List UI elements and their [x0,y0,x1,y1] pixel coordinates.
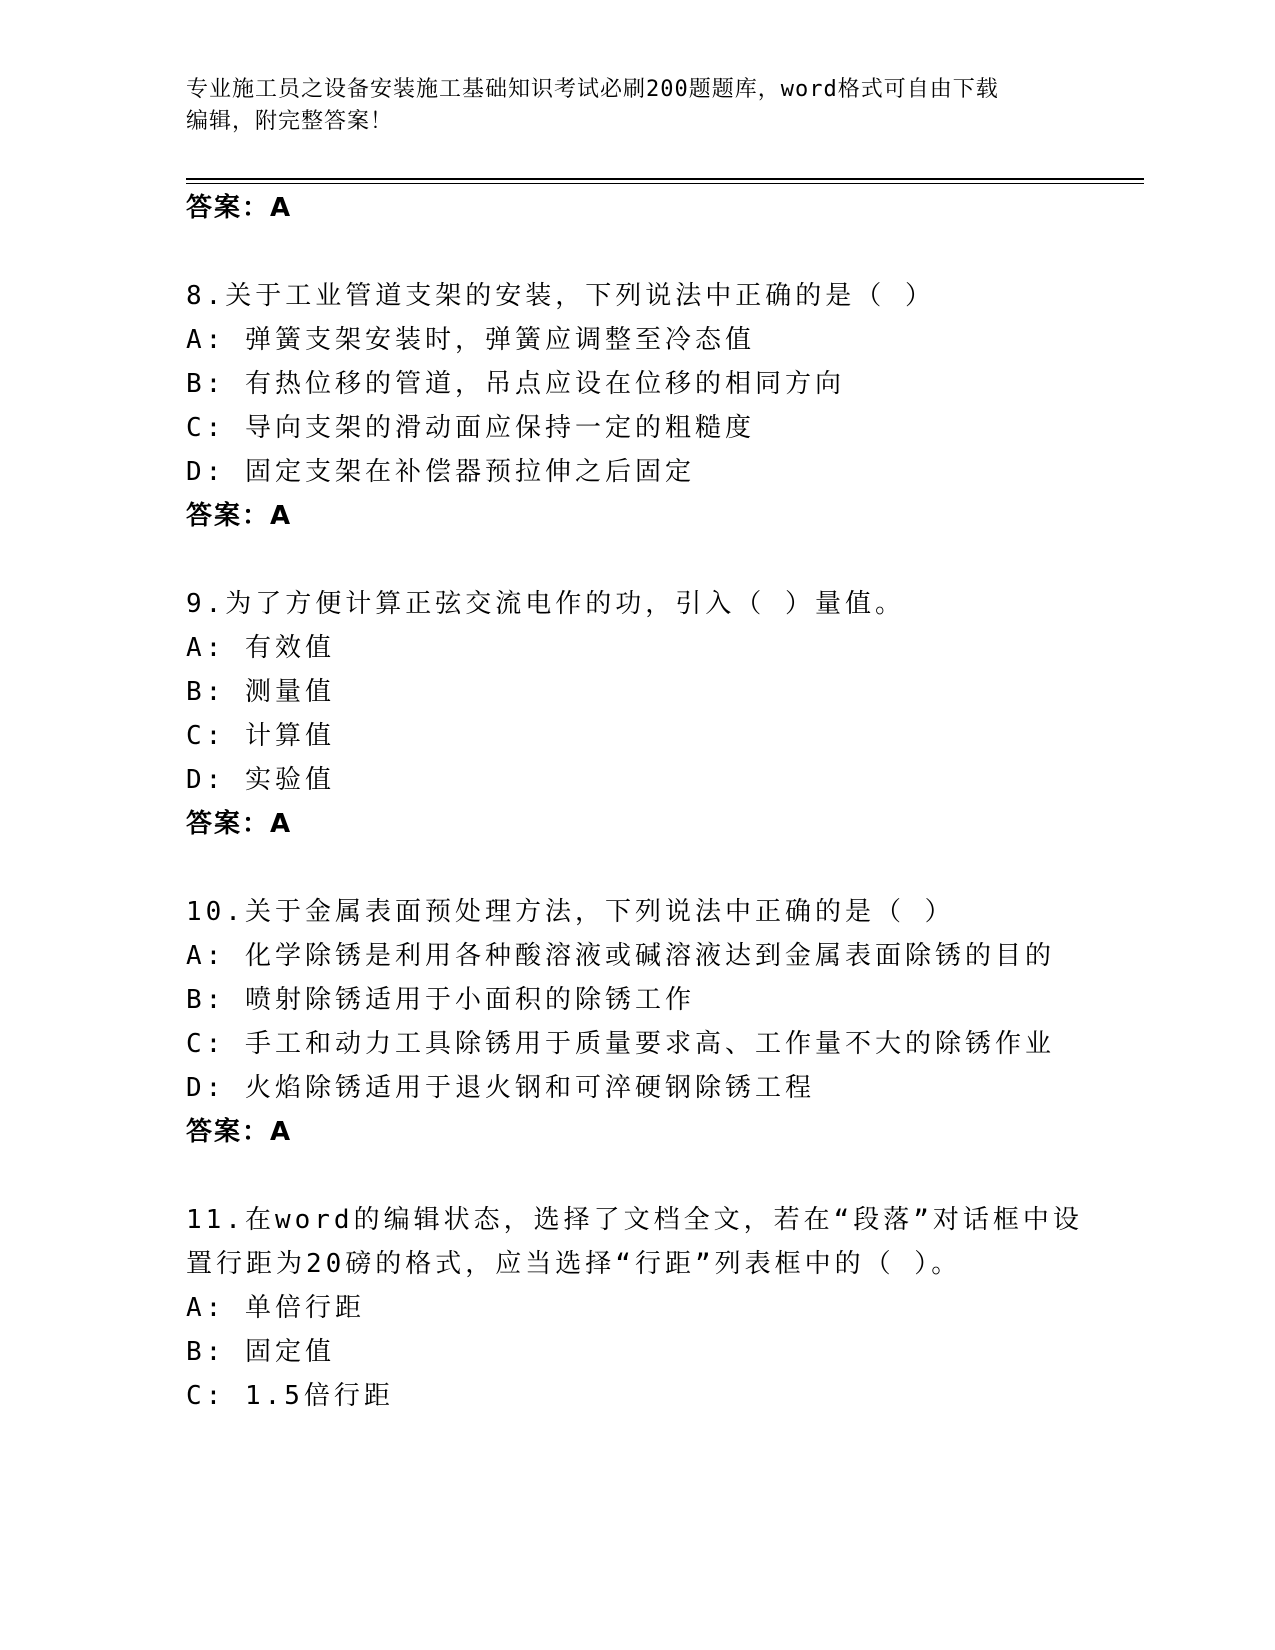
answer-line: 答案：A [186,809,293,839]
document-header [186,74,1086,138]
option-a: A: 弹簧支架安装时，弹簧应调整至冷态值 [186,325,755,355]
option-d: D: 固定支架在补偿器预拉伸之后固定 [186,457,695,487]
question-stem: 10.关于金属表面预处理方法，下列说法中正确的是（ ） [186,897,955,927]
header-line-1: 专业施工员之设备安装施工基础知识考试必刷200题题库，word格式可自由下载 [186,77,999,102]
option-b: B: 喷射除锈适用于小面积的除锈工作 [186,985,695,1015]
question-stem-continued: 置行距为20磅的格式，应当选择“行距”列表框中的（ ）。 [186,1249,962,1279]
header-divider-thin [186,183,1144,184]
option-c: C: 1.5倍行距 [186,1381,394,1411]
option-b: B: 测量值 [186,677,335,707]
option-a: A: 有效值 [186,633,335,663]
option-a: A: 单倍行距 [186,1293,365,1323]
header-line-2: 编辑，附完整答案！ [186,109,394,134]
answer-line: 答案：A [186,1117,293,1147]
option-c: C: 计算值 [186,721,335,751]
question-stem: 11.在word的编辑状态，选择了文档全文，若在“段落”对话框中设 [186,1205,1083,1235]
option-d: D: 实验值 [186,765,335,795]
option-c: C: 手工和动力工具除锈用于质量要求高、工作量不大的除锈作业 [186,1029,1055,1059]
option-c: C: 导向支架的滑动面应保持一定的粗糙度 [186,413,755,443]
question-stem: 9.为了方便计算正弦交流电作的功，引入（ ）量值。 [186,589,905,619]
option-a: A: 化学除锈是利用各种酸溶液或碱溶液达到金属表面除锈的目的 [186,941,1055,971]
question-stem: 8.关于工业管道支架的安装，下列说法中正确的是（ ） [186,281,935,311]
option-b: B: 固定值 [186,1337,335,1367]
option-d: D: 火焰除锈适用于退火钢和可淬硬钢除锈工程 [186,1073,815,1103]
answer-line: 答案：A [186,501,293,531]
option-b: B: 有热位移的管道，吊点应设在位移的相同方向 [186,369,845,399]
answer-line: 答案：A [186,193,293,223]
header-divider [186,178,1144,180]
